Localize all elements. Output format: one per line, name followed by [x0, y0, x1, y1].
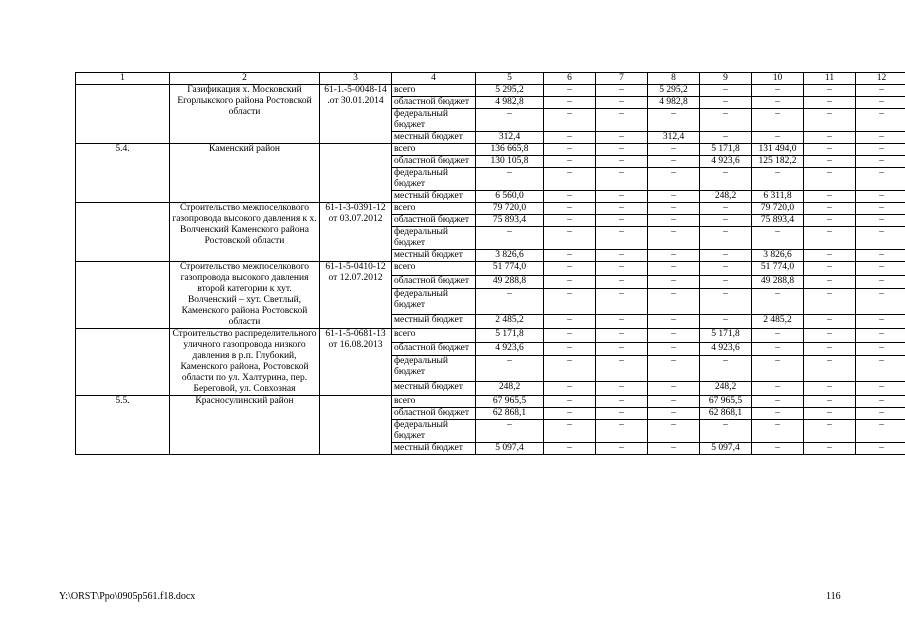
amount-cell: –	[596, 262, 648, 276]
amount-cell: –	[752, 132, 804, 144]
amount-cell: –	[648, 203, 700, 215]
amount-cell: –	[544, 275, 596, 289]
amount-cell: 130 105,8	[476, 156, 544, 168]
funding-source: федеральный бюджет	[392, 289, 476, 315]
amount-cell: 248,2	[700, 191, 752, 203]
amount-cell: –	[856, 329, 905, 343]
funding-source: местный бюджет	[392, 315, 476, 329]
amount-cell: –	[596, 275, 648, 289]
amount-cell: 5 295,2	[476, 85, 544, 97]
amount-cell: –	[596, 408, 648, 420]
column-number-header: 4	[392, 73, 476, 85]
amount-cell: –	[856, 396, 905, 408]
amount-cell: 6 560,0	[476, 191, 544, 203]
amount-cell: 6 311,8	[752, 191, 804, 203]
column-number-header: 7	[596, 73, 648, 85]
amount-cell: 75 893,4	[752, 215, 804, 227]
amount-cell: –	[648, 191, 700, 203]
amount-cell: –	[476, 109, 544, 132]
amount-cell: –	[700, 250, 752, 262]
amount-cell: 2 485,2	[752, 315, 804, 329]
amount-cell: –	[700, 132, 752, 144]
amount-cell: –	[648, 262, 700, 276]
funding-source: местный бюджет	[392, 382, 476, 396]
footer-file-path: Y:\ORST\Ppo\0905p561.f18.docx	[59, 591, 196, 602]
funding-source: областной бюджет	[392, 215, 476, 227]
amount-cell: –	[596, 215, 648, 227]
amount-cell: –	[648, 168, 700, 191]
amount-cell: –	[700, 420, 752, 443]
amount-cell: 3 826,6	[752, 250, 804, 262]
amount-cell: –	[544, 132, 596, 144]
expertise-document: 61-1.-5-0048-14 .от 30.01.2014	[320, 85, 392, 144]
amount-cell: –	[700, 227, 752, 250]
amount-cell: –	[856, 85, 905, 97]
amount-cell: –	[596, 144, 648, 156]
amount-cell: –	[544, 396, 596, 408]
table-row	[76, 396, 905, 408]
item-number	[76, 85, 170, 144]
amount-cell: –	[752, 329, 804, 343]
amount-cell: –	[596, 329, 648, 343]
funding-source: областной бюджет	[392, 408, 476, 420]
amount-cell: 125 182,2	[752, 156, 804, 168]
amount-cell: 5 097,4	[700, 443, 752, 455]
amount-cell: –	[804, 356, 856, 382]
table-row	[76, 144, 905, 156]
amount-cell: –	[856, 203, 905, 215]
column-number-header: 6	[544, 73, 596, 85]
amount-cell: –	[648, 382, 700, 396]
amount-cell: –	[752, 289, 804, 315]
amount-cell: –	[596, 191, 648, 203]
object-name: Строительство межпоселкового газопровода высокого давления второй категории к хут. Волченский – хут. Светлый, Каменского района Ростовской области	[170, 262, 320, 329]
amount-cell: –	[804, 168, 856, 191]
amount-cell: –	[700, 203, 752, 215]
amount-cell: –	[856, 215, 905, 227]
expertise-document	[320, 144, 392, 203]
amount-cell: –	[544, 443, 596, 455]
amount-cell: –	[752, 382, 804, 396]
amount-cell: –	[856, 227, 905, 250]
amount-cell: 312,4	[648, 132, 700, 144]
amount-cell: –	[856, 262, 905, 276]
funding-source: всего	[392, 144, 476, 156]
amount-cell: –	[596, 203, 648, 215]
amount-cell: 131 494,0	[752, 144, 804, 156]
amount-cell: –	[804, 315, 856, 329]
amount-cell: –	[648, 342, 700, 356]
amount-cell: –	[596, 132, 648, 144]
amount-cell: –	[596, 289, 648, 315]
column-number-header: 9	[700, 73, 752, 85]
amount-cell: –	[648, 227, 700, 250]
amount-cell: 67 965,5	[700, 396, 752, 408]
amount-cell: –	[476, 420, 544, 443]
funding-source: всего	[392, 262, 476, 276]
column-number-header: 2	[170, 73, 320, 85]
amount-cell: 3 826,6	[476, 250, 544, 262]
amount-cell: –	[804, 97, 856, 109]
column-number-header: 12	[856, 73, 905, 85]
item-number	[76, 262, 170, 329]
funding-source: федеральный бюджет	[392, 227, 476, 250]
amount-cell: –	[804, 342, 856, 356]
amount-cell: –	[648, 356, 700, 382]
amount-cell: –	[544, 97, 596, 109]
amount-cell: –	[856, 275, 905, 289]
column-number-header: 5	[476, 73, 544, 85]
amount-cell: –	[596, 109, 648, 132]
amount-cell: 136 665,8	[476, 144, 544, 156]
amount-cell: 75 893,4	[476, 215, 544, 227]
amount-cell: –	[544, 109, 596, 132]
budget-table	[75, 72, 905, 455]
amount-cell: –	[544, 420, 596, 443]
amount-cell: 5 171,8	[476, 329, 544, 343]
amount-cell: 5 171,8	[700, 329, 752, 343]
amount-cell: –	[700, 289, 752, 315]
funding-source: всего	[392, 85, 476, 97]
amount-cell: –	[544, 203, 596, 215]
amount-cell: 4 923,6	[700, 342, 752, 356]
amount-cell: –	[856, 191, 905, 203]
amount-cell: –	[856, 420, 905, 443]
amount-cell: –	[544, 85, 596, 97]
amount-cell: –	[804, 250, 856, 262]
expertise-document: 61-1-5-0681-13 от 16.08.2013	[320, 329, 392, 396]
amount-cell: –	[544, 144, 596, 156]
funding-source: местный бюджет	[392, 132, 476, 144]
table-row	[76, 262, 905, 276]
funding-source: федеральный бюджет	[392, 168, 476, 191]
amount-cell: –	[544, 382, 596, 396]
amount-cell: –	[544, 250, 596, 262]
amount-cell: 4 982,8	[648, 97, 700, 109]
object-name: Газификация х. Московский Егорлыкского района Ростовской области	[170, 85, 320, 144]
amount-cell: –	[856, 168, 905, 191]
amount-cell: –	[752, 168, 804, 191]
amount-cell: –	[856, 250, 905, 262]
amount-cell: –	[752, 396, 804, 408]
amount-cell: –	[648, 250, 700, 262]
amount-cell: –	[476, 168, 544, 191]
amount-cell: –	[856, 382, 905, 396]
amount-cell: 79 720,0	[476, 203, 544, 215]
amount-cell: –	[804, 109, 856, 132]
funding-source: федеральный бюджет	[392, 356, 476, 382]
amount-cell: –	[804, 443, 856, 455]
amount-cell: –	[648, 420, 700, 443]
object-name: Строительство распределительного уличного газопровода низкого давления в р.п. Глубокий, Каменского района, Ростовской области по ул. Халтурина, пер. Береговой, ул. Совхозная	[170, 329, 320, 396]
funding-source: областной бюджет	[392, 156, 476, 168]
amount-cell: –	[648, 443, 700, 455]
amount-cell: –	[648, 109, 700, 132]
amount-cell: –	[596, 315, 648, 329]
item-number: 5.5.	[76, 396, 170, 455]
amount-cell: –	[596, 227, 648, 250]
amount-cell: –	[544, 356, 596, 382]
column-number-header: 10	[752, 73, 804, 85]
amount-cell: 2 485,2	[476, 315, 544, 329]
amount-cell: –	[804, 289, 856, 315]
amount-cell: 4 923,6	[476, 342, 544, 356]
amount-cell: –	[856, 408, 905, 420]
amount-cell: –	[544, 342, 596, 356]
amount-cell: –	[804, 275, 856, 289]
amount-cell: 49 288,8	[752, 275, 804, 289]
amount-cell: –	[804, 203, 856, 215]
amount-cell: 5 171,8	[700, 144, 752, 156]
amount-cell: –	[544, 329, 596, 343]
amount-cell: –	[700, 356, 752, 382]
amount-cell: –	[804, 156, 856, 168]
object-name: Строительство межпоселкового газопровода высокого давления к х. Волченский Каменского района Ростовской области	[170, 203, 320, 262]
amount-cell: 62 868,1	[700, 408, 752, 420]
amount-cell: 49 288,8	[476, 275, 544, 289]
amount-cell: –	[700, 262, 752, 276]
amount-cell: 67 965,5	[476, 396, 544, 408]
item-number	[76, 203, 170, 262]
funding-source: всего	[392, 329, 476, 343]
amount-cell: –	[752, 85, 804, 97]
amount-cell: –	[804, 408, 856, 420]
amount-cell: –	[700, 168, 752, 191]
amount-cell: –	[648, 329, 700, 343]
amount-cell: –	[700, 97, 752, 109]
column-number-header: 8	[648, 73, 700, 85]
amount-cell: –	[804, 215, 856, 227]
amount-cell: –	[596, 342, 648, 356]
amount-cell: –	[700, 315, 752, 329]
funding-source: областной бюджет	[392, 342, 476, 356]
amount-cell: 4 982,8	[476, 97, 544, 109]
amount-cell: –	[856, 443, 905, 455]
amount-cell: –	[544, 289, 596, 315]
amount-cell: –	[856, 356, 905, 382]
amount-cell: –	[856, 342, 905, 356]
amount-cell: –	[544, 215, 596, 227]
amount-cell: –	[700, 275, 752, 289]
column-number-header: 3	[320, 73, 392, 85]
amount-cell: –	[804, 144, 856, 156]
amount-cell: 312,4	[476, 132, 544, 144]
amount-cell: –	[856, 144, 905, 156]
amount-cell: –	[596, 382, 648, 396]
amount-cell: –	[856, 97, 905, 109]
amount-cell: –	[804, 382, 856, 396]
amount-cell: –	[804, 396, 856, 408]
item-number	[76, 329, 170, 396]
table-row	[76, 329, 905, 343]
expertise-document	[320, 396, 392, 455]
amount-cell: –	[648, 408, 700, 420]
amount-cell: 248,2	[476, 382, 544, 396]
amount-cell: –	[596, 396, 648, 408]
item-number: 5.4.	[76, 144, 170, 203]
header-row	[76, 73, 905, 85]
amount-cell: 51 774,0	[752, 262, 804, 276]
funding-source: федеральный бюджет	[392, 109, 476, 132]
amount-cell: 51 774,0	[476, 262, 544, 276]
amount-cell: –	[700, 85, 752, 97]
amount-cell: –	[648, 396, 700, 408]
amount-cell: –	[804, 132, 856, 144]
expertise-document: 61-1-5-0410-12 от 12.07.2012	[320, 262, 392, 329]
amount-cell: –	[804, 227, 856, 250]
funding-source: местный бюджет	[392, 250, 476, 262]
amount-cell: –	[804, 85, 856, 97]
amount-cell: –	[804, 191, 856, 203]
amount-cell: –	[700, 215, 752, 227]
amount-cell: –	[596, 156, 648, 168]
amount-cell: –	[596, 97, 648, 109]
funding-source: местный бюджет	[392, 443, 476, 455]
object-name: Каменский район	[170, 144, 320, 203]
amount-cell: 4 923,6	[700, 156, 752, 168]
amount-cell: –	[648, 289, 700, 315]
amount-cell: 248,2	[700, 382, 752, 396]
amount-cell: –	[752, 443, 804, 455]
amount-cell: –	[856, 315, 905, 329]
amount-cell: –	[544, 408, 596, 420]
funding-source: местный бюджет	[392, 191, 476, 203]
amount-cell: –	[596, 250, 648, 262]
amount-cell: –	[752, 342, 804, 356]
amount-cell: –	[752, 227, 804, 250]
amount-cell: –	[700, 109, 752, 132]
column-number-header: 1	[76, 73, 170, 85]
amount-cell: –	[648, 315, 700, 329]
amount-cell: –	[476, 289, 544, 315]
amount-cell: –	[856, 109, 905, 132]
funding-source: областной бюджет	[392, 97, 476, 109]
amount-cell: –	[752, 408, 804, 420]
amount-cell: –	[752, 356, 804, 382]
object-name: Красносулинский район	[170, 396, 320, 455]
amount-cell: –	[752, 97, 804, 109]
amount-cell: –	[544, 315, 596, 329]
column-number-header: 11	[804, 73, 856, 85]
table-row	[76, 203, 905, 215]
amount-cell: –	[544, 191, 596, 203]
table-row	[76, 85, 905, 97]
funding-source: областной бюджет	[392, 275, 476, 289]
amount-cell: –	[596, 356, 648, 382]
expertise-document: 61-1-3-0391-12 от 03.07.2012	[320, 203, 392, 262]
amount-cell: –	[752, 109, 804, 132]
amount-cell: –	[596, 85, 648, 97]
amount-cell: –	[476, 356, 544, 382]
funding-source: всего	[392, 396, 476, 408]
amount-cell: –	[648, 144, 700, 156]
amount-cell: –	[648, 275, 700, 289]
amount-cell: –	[648, 215, 700, 227]
amount-cell: –	[544, 227, 596, 250]
amount-cell: –	[596, 443, 648, 455]
amount-cell: –	[544, 262, 596, 276]
amount-cell: 62 868,1	[476, 408, 544, 420]
amount-cell: 5 295,2	[648, 85, 700, 97]
amount-cell: –	[596, 168, 648, 191]
amount-cell: –	[544, 168, 596, 191]
amount-cell: –	[596, 420, 648, 443]
amount-cell: –	[856, 156, 905, 168]
amount-cell: 79 720,0	[752, 203, 804, 215]
amount-cell: –	[856, 289, 905, 315]
amount-cell: –	[752, 420, 804, 443]
funding-source: всего	[392, 203, 476, 215]
amount-cell: –	[804, 262, 856, 276]
amount-cell: –	[648, 156, 700, 168]
amount-cell: –	[804, 420, 856, 443]
amount-cell: –	[544, 156, 596, 168]
footer-page-number: 116	[826, 591, 841, 602]
amount-cell: –	[804, 329, 856, 343]
amount-cell: –	[476, 227, 544, 250]
amount-cell: –	[856, 132, 905, 144]
amount-cell: 5 097,4	[476, 443, 544, 455]
funding-source: федеральный бюджет	[392, 420, 476, 443]
